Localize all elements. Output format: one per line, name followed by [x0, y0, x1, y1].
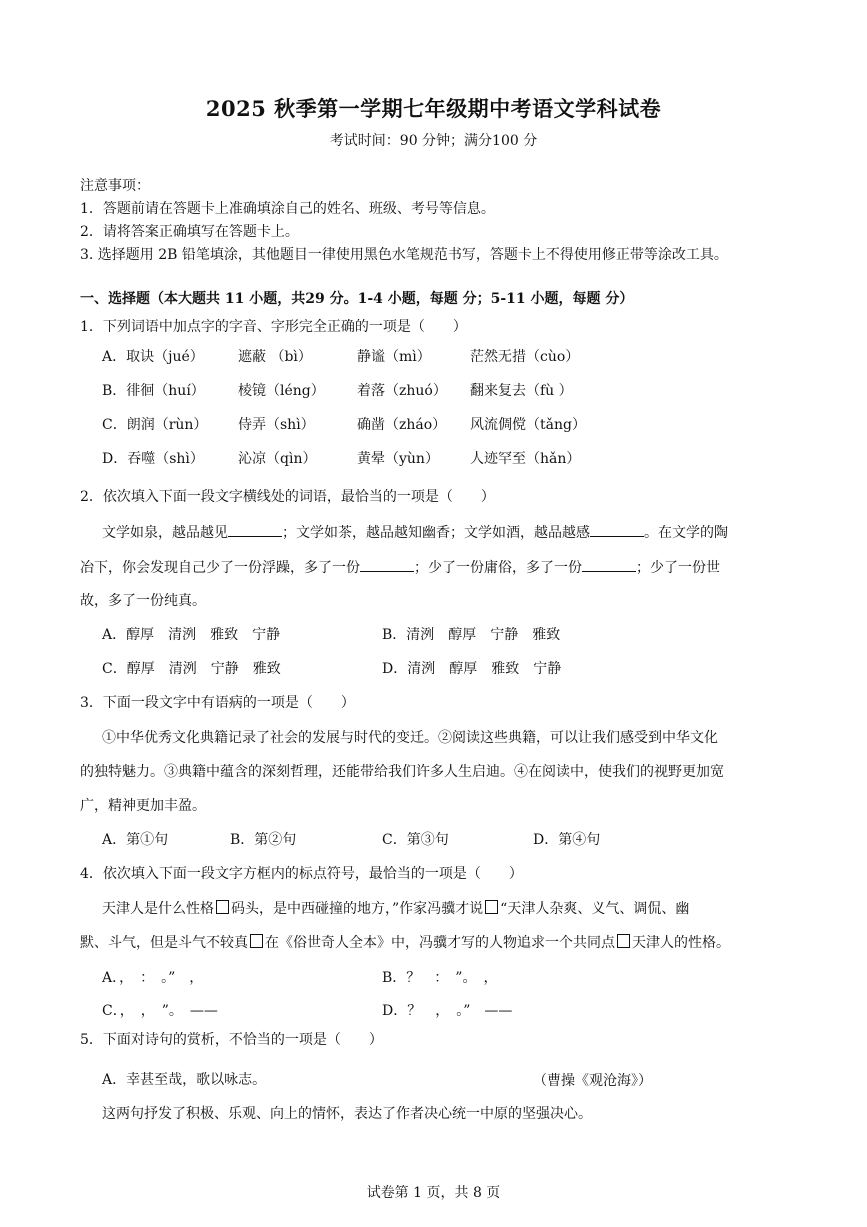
- q3-passage-line-2: 的独特魅力。③典籍中蕴含的深刻哲理，还能带给我们许多人生启迪。④在阅读中，使我们的视野更加宽: [80, 764, 724, 780]
- q2-text: ；文学如茶，越品越知幽香；文学如酒，越品越感: [282, 525, 590, 541]
- punctuation-box: [250, 934, 263, 948]
- q5-stem: 5．下面对诗句的赏析，不恰当的一项是（ ）: [80, 1032, 383, 1048]
- q2-option-d: D．清洌 醇厚 雅致 宁静: [382, 661, 562, 677]
- q4-option-b: B．？ ： ”。 ，: [382, 970, 498, 986]
- punctuation-box: [617, 934, 630, 948]
- q3-option-b: B．第②句: [230, 832, 297, 848]
- notice-heading: 注意事项：: [80, 178, 150, 194]
- q4-option-c: C．， ， ”。 ——: [102, 1003, 218, 1019]
- q1-stem: 1．下列词语中加点字的字音、字形完全正确的一项是（ ）: [80, 319, 467, 335]
- q4-text: 默、斗气，但是斗气不较真: [80, 935, 248, 951]
- q4-stem: 4．依次填入下面一段文字方框内的标点符号，最恰当的一项是（ ）: [80, 866, 523, 882]
- q2-passage-line-3: 故，多了一份纯真。: [80, 593, 206, 609]
- q1-option-a-1: A．取诀（jué）: [102, 349, 204, 365]
- q1-option-c-2: 侍弄（shì）: [238, 417, 315, 433]
- fill-blank: [360, 557, 414, 572]
- q2-stem: 2．依次填入下面一段文字横线处的词语，最恰当的一项是（ ）: [80, 489, 495, 505]
- q2-passage-line-1: [102, 522, 728, 543]
- q4-text: 天津人的性格。: [632, 935, 730, 951]
- q1-option-a-3: 静谧（mì）: [357, 349, 431, 365]
- q1-option-a-2: 遮蔽 （bì）: [238, 349, 312, 365]
- q2-text: 。在文学的陶: [644, 525, 728, 541]
- q3-passage-line-3: 广，精神更加丰盈。: [80, 798, 206, 814]
- q4-text: 在《俗世奇人全本》中，冯骥才写的人物追求一个共同点: [265, 935, 615, 951]
- q1-option-c-1: C．朗润（rùn）: [102, 417, 208, 433]
- q1-option-a-4: 茫然无措（cùo）: [470, 349, 580, 365]
- section-heading: 一、选择题（本大题共 11 小题，共29 分。1-4 小题，每题 分；5-11 小题，每题 分）: [80, 291, 634, 307]
- q4-passage-line-2: [80, 933, 730, 953]
- q4-option-d: D．？ ， 。” ——: [382, 1003, 513, 1019]
- q3-passage-line-1: ①中华优秀文化典籍记录了社会的发展与时代的变迁。②阅读这些典籍，可以让我们感受到中华文化: [102, 730, 718, 746]
- q1-option-c-4: 风流倜傥（tǎng）: [470, 417, 586, 433]
- q2-text: ；少了一份庸俗，多了一份: [414, 560, 582, 576]
- q3-option-d: D．第④句: [533, 832, 601, 848]
- q1-option-b-4: 翻来复去（fù ）: [470, 383, 573, 399]
- q1-option-d-3: 黄晕（yùn）: [357, 451, 439, 467]
- q4-text: 天津人是什么性格: [102, 901, 214, 917]
- q1-option-d-4: 人迹罕至（hǎn）: [470, 451, 581, 467]
- q3-option-c: C．第③句: [382, 832, 449, 848]
- punctuation-box: [485, 900, 498, 914]
- q1-option-c-3: 确凿（zháo）: [357, 417, 447, 433]
- fill-blank: [590, 522, 644, 537]
- fill-blank: [582, 557, 636, 572]
- q5-option-a: A．幸甚至哉，歌以咏志。: [102, 1072, 267, 1088]
- fill-blank: [228, 522, 282, 537]
- q5-option-a-analysis: 这两句抒发了积极、乐观、向上的情怀，表达了作者决心统一中原的坚强决心。: [102, 1106, 592, 1122]
- exam-subtitle: 考试时间：90 分钟；满分100 分: [329, 133, 538, 149]
- page-number: 试卷第 1 页，共 8 页: [366, 1185, 501, 1201]
- q2-option-a: A．醇厚 清洌 雅致 宁静: [102, 627, 281, 643]
- notice-item-1: 1．答题前请在答题卡上准确填涂自己的姓名、班级、考号等信息。: [80, 201, 495, 217]
- q5-option-a-source: （曹操《观沧海》）: [533, 1073, 652, 1089]
- q4-text: “天津人杂爽、义气、调侃、幽: [500, 901, 690, 917]
- q2-option-c: C．醇厚 清洌 宁静 雅致: [102, 661, 281, 677]
- q1-option-d-2: 沁凉（qìn）: [238, 451, 317, 467]
- q3-stem: 3．下面一段文字中有语病的一项是（ ）: [80, 695, 355, 711]
- notice-item-3: 3. 选择题用 2B 铅笔填涂，其他题目一律使用黑色水笔规范书写，答题卡上不得使用修正带等涂改工具。: [80, 247, 728, 263]
- exam-title: 2025 秋季第一学期七年级期中考语文学科试卷: [205, 96, 662, 121]
- q4-text: 码头，是中西碰撞的地方，”作家冯骥才说: [231, 901, 484, 917]
- q2-option-b: B．清洌 醇厚 宁静 雅致: [382, 627, 561, 643]
- q2-text: ；少了一份世: [636, 560, 720, 576]
- q2-passage-line-2: [80, 557, 720, 578]
- q1-option-b-1: B．徘徊（huí）: [102, 383, 205, 399]
- q1-option-d-1: D．吞噬（shì）: [102, 451, 204, 467]
- q2-text: 文学如泉，越品越见: [102, 525, 228, 541]
- q1-option-b-2: 棱镜（léng）: [238, 383, 325, 399]
- notice-item-2: 2．请将答案正确填写在答题卡上。: [80, 224, 299, 240]
- punctuation-box: [216, 900, 229, 914]
- q4-option-a: A．， ： 。” ，: [102, 970, 204, 986]
- q4-passage-line-1: [102, 899, 689, 919]
- q3-option-a: A．第①句: [102, 832, 169, 848]
- q1-option-b-3: 着落（zhuó）: [357, 383, 447, 399]
- q2-text: 冶下，你会发现自己少了一份浮躁，多了一份: [80, 560, 360, 576]
